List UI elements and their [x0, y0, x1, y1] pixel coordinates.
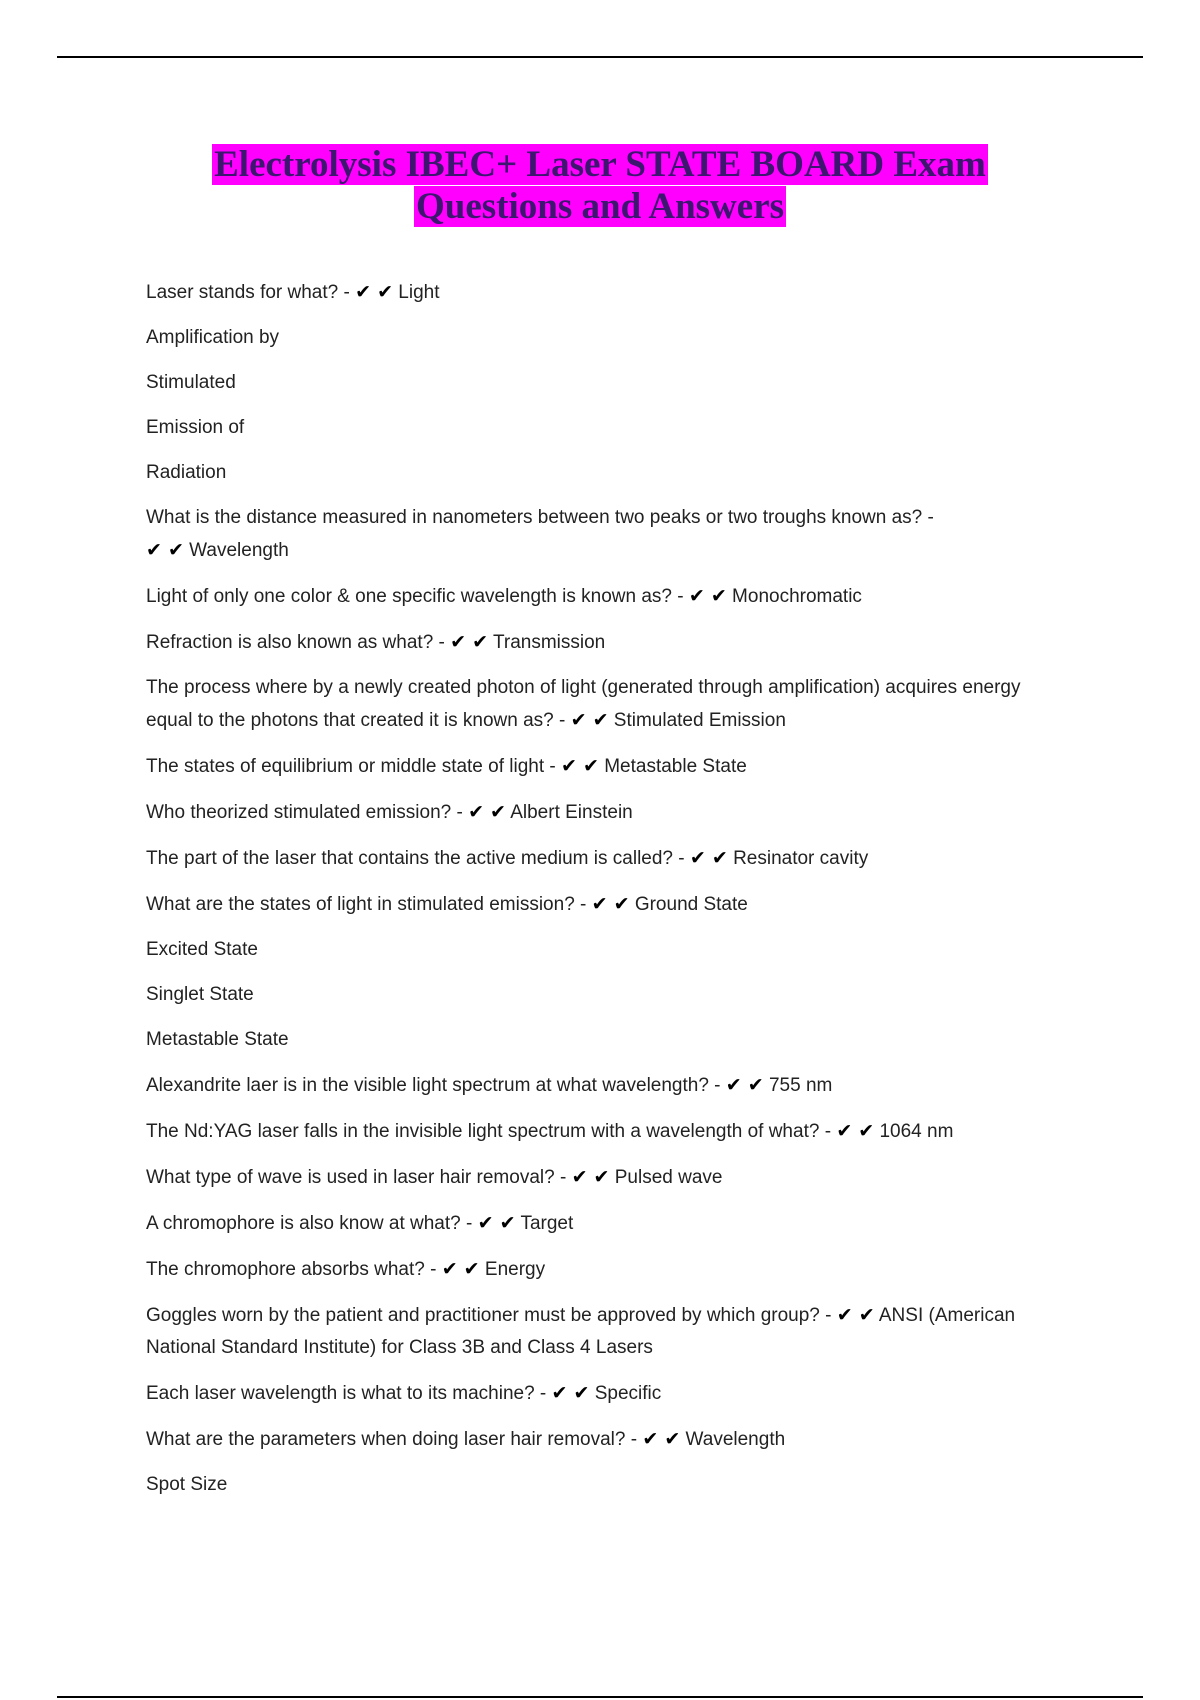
list-item: Refraction is also known as what? - ✔ ✔ Transmission — [146, 631, 606, 653]
bottom-rule — [57, 1696, 1143, 1698]
list-item: What are the states of light in stimulated emission? - ✔ ✔ Ground State — [146, 893, 748, 915]
check-icon: ✔ ✔ — [836, 1120, 875, 1142]
check-icon: ✔ ✔ — [571, 1166, 610, 1188]
document-title — [0, 144, 1200, 228]
list-item: Radiation — [146, 462, 227, 483]
check-icon: ✔ ✔ — [642, 1428, 681, 1450]
qa-list — [146, 276, 1046, 1501]
list-item: The part of the laser that contains the active medium is called? - ✔ ✔ Resinator cavity — [146, 847, 869, 869]
list-item: The process where by a newly created photon of light (generated through amplification) acquires energy equal to the photons that created it is known as? - ✔ ✔ Stimulated Emission — [146, 677, 1021, 731]
list-item: Alexandrite laer is in the visible light spectrum at what wavelength? - ✔ ✔ 755 nm — [146, 1074, 833, 1096]
list-item: Light of only one color & one specific wavelength is known as? - ✔ ✔ Monochromatic — [146, 585, 862, 607]
list-item: Stimulated — [146, 372, 236, 393]
list-item: What is the distance measured in nanometers between two peaks or two troughs known as? - ✔ ✔ Wavelength — [146, 507, 934, 561]
list-item: Spot Size — [146, 1474, 228, 1495]
top-rule — [57, 56, 1143, 58]
check-icon: ✔ ✔ — [591, 893, 630, 915]
list-item: Laser stands for what? - ✔ ✔ Light — [146, 281, 440, 303]
list-item: Amplification by — [146, 327, 280, 348]
check-icon: ✔ ✔ — [441, 1258, 480, 1280]
title-line-2: Questions and Answers — [415, 186, 785, 227]
check-icon: ✔ ✔ — [836, 1304, 875, 1326]
list-item: What type of wave is used in laser hair removal? - ✔ ✔ Pulsed wave — [146, 1166, 723, 1188]
check-icon: ✔ ✔ — [561, 755, 599, 777]
list-item: Excited State — [146, 939, 258, 960]
check-icon: ✔ ✔ — [450, 631, 489, 653]
check-icon: ✔ ✔ — [146, 539, 184, 561]
list-item: The chromophore absorbs what? - ✔ ✔ Energy — [146, 1258, 546, 1280]
list-item: Each laser wavelength is what to its machine? - ✔ ✔ Specific — [146, 1382, 662, 1404]
check-icon: ✔ ✔ — [355, 281, 393, 303]
title-line-1: Electrolysis IBEC+ Laser STATE BOARD Exam — [214, 144, 986, 185]
list-item: The Nd:YAG laser falls in the invisible light spectrum with a wavelength of what? - ✔ ✔ 1064 nm — [146, 1120, 954, 1142]
list-item: Who theorized stimulated emission? - ✔ ✔ Albert Einstein — [146, 801, 633, 823]
check-icon: ✔ ✔ — [477, 1212, 516, 1234]
list-item: Metastable State — [146, 1029, 289, 1050]
list-item: Goggles worn by the patient and practitioner must be approved by which group? - ✔ ✔ ANSI (American National Standard Institute) for Class 3B and Class 4 Lasers — [146, 1304, 1016, 1358]
list-item: Singlet State — [146, 984, 254, 1005]
list-item: A chromophore is also know at what? - ✔ ✔ Target — [146, 1212, 574, 1234]
check-icon: ✔ ✔ — [688, 585, 727, 607]
list-item: What are the parameters when doing laser hair removal? - ✔ ✔ Wavelength — [146, 1428, 786, 1450]
list-item: Emission of — [146, 417, 245, 438]
list-item: The states of equilibrium or middle state of light - ✔ ✔ Metastable State — [146, 755, 747, 777]
check-icon: ✔ ✔ — [551, 1382, 590, 1404]
check-icon: ✔ ✔ — [725, 1074, 764, 1096]
check-icon: ✔ ✔ — [468, 801, 506, 823]
check-icon: ✔ ✔ — [689, 847, 728, 869]
check-icon: ✔ ✔ — [570, 709, 609, 731]
